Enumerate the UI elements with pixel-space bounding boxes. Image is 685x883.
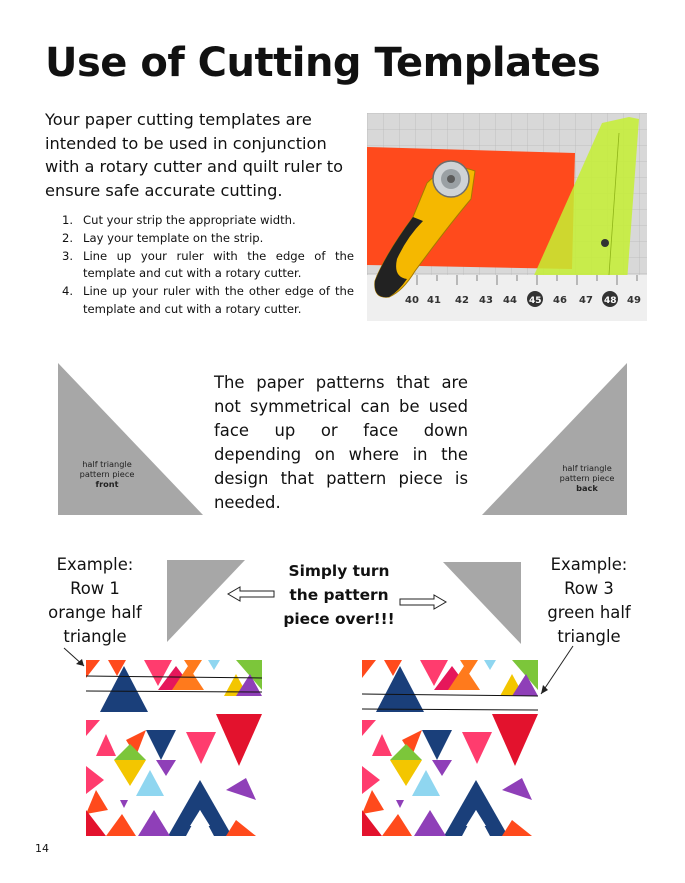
half-triangle-front-template xyxy=(58,363,203,515)
label-line: pattern piece xyxy=(559,473,615,483)
step-number: 3. xyxy=(62,248,74,263)
turn-note xyxy=(275,559,403,631)
list-item xyxy=(62,283,354,319)
ruler-number: 46 xyxy=(553,295,567,306)
quilt-block-row1-example xyxy=(86,660,262,836)
step-text: Cut your strip the appropriate width. xyxy=(83,213,296,227)
note-line: piece over!!! xyxy=(283,610,395,628)
caption-line: Row 1 xyxy=(70,579,120,598)
label-line: half triangle xyxy=(82,459,132,469)
label-side: front xyxy=(95,479,119,489)
example-left-caption xyxy=(25,553,165,649)
caption-line: green half xyxy=(547,603,631,622)
ruler-number: 44 xyxy=(503,295,517,306)
list-item xyxy=(62,212,354,230)
symmetry-note: The paper patterns that are not symmetrical can be used face up or face down depending on where in the design that pattern piece is needed. xyxy=(214,373,468,512)
page-number: 14 xyxy=(35,842,49,855)
ruler-number: 48 xyxy=(604,296,617,306)
front-template-label xyxy=(67,459,147,489)
step-number: 4. xyxy=(62,284,74,299)
ruler-number: 43 xyxy=(479,295,493,306)
label-side: back xyxy=(576,483,598,493)
arrow-right-icon xyxy=(398,594,448,610)
ruler-number: 45 xyxy=(529,296,542,306)
caption-line: orange half xyxy=(48,603,142,622)
intro-paragraph: Your paper cutting templates are intended to be used in conjunction with a rotary cutter and quilt ruler to ensure safe accurate cutting. xyxy=(45,110,344,200)
caption-line: triangle xyxy=(63,627,127,646)
step-text: Line up your ruler with the other edge of the template and cut with a rotary cutter. xyxy=(83,284,354,316)
label-line: pattern piece xyxy=(79,469,135,479)
ruler-number: 40 xyxy=(405,295,419,306)
ruler-number: 49 xyxy=(627,295,641,306)
ruler-number: 47 xyxy=(579,295,593,306)
caption-line: triangle xyxy=(557,627,621,646)
rotary-cutter-photo xyxy=(367,113,647,321)
ruler-number: 42 xyxy=(455,295,469,306)
list-item xyxy=(62,230,354,248)
pointer-arrow-right xyxy=(535,644,575,700)
example-right-caption xyxy=(519,553,659,649)
step-text: Lay your template on the strip. xyxy=(83,230,264,245)
label-line: half triangle xyxy=(562,463,612,473)
small-triangle-back xyxy=(443,562,521,644)
caption-line: Example: xyxy=(550,555,628,574)
step-number: 2. xyxy=(62,230,74,245)
caption-line: Row 3 xyxy=(564,579,614,598)
step-number: 1. xyxy=(62,213,74,227)
page-title: Use of Cutting Templates xyxy=(45,40,601,86)
steps-list xyxy=(62,212,354,319)
step-text: Line up your ruler with the edge of the template and cut with a rotary cutter. xyxy=(83,248,354,281)
quilt-block-row3-example xyxy=(362,660,538,836)
note-line: the pattern xyxy=(289,586,389,604)
ruler-number: 41 xyxy=(427,295,441,306)
note-line: Simply turn xyxy=(288,562,390,580)
back-template-label xyxy=(547,463,627,493)
list-item xyxy=(62,248,354,284)
arrow-left-icon xyxy=(226,586,276,602)
caption-line: Example: xyxy=(56,555,134,574)
